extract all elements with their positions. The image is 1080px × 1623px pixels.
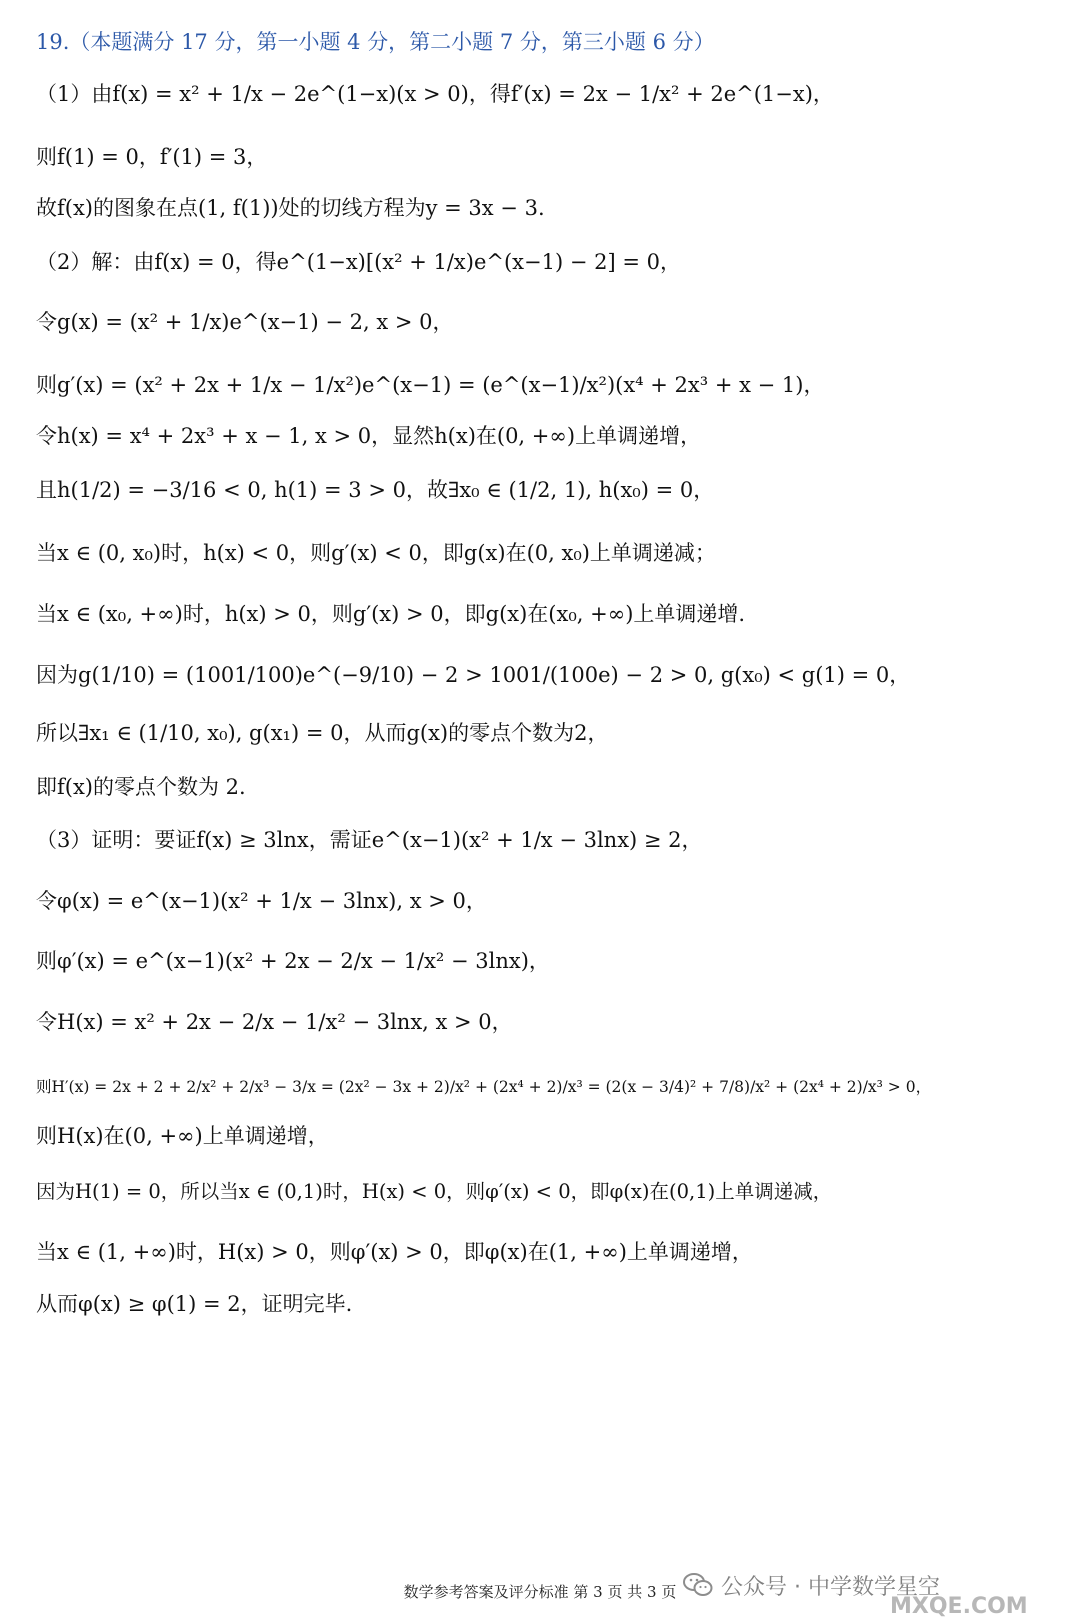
solution-line-7: 令h(x) = x⁴ + 2x³ + x − 1, x > 0，显然h(x)在(0, +∞)上单调递增， [36,424,702,448]
solution-line-14: （3）证明：要证f(x) ≥ 3lnx，需证e^(x−1)(x² + 1/x − 3lnx) ≥ 2， [36,828,703,852]
solution-line-8: 且h(1/2) = −3/16 < 0, h(1) = 3 > 0，故∃x₀ ∈ (1/2, 1), h(x₀) = 0， [36,478,715,502]
solution-line-3: 故f(x)的图象在点(1, f(1))处的切线方程为y = 3x − 3. [36,196,545,220]
watermark-site: MXQE.COM [890,1594,1028,1619]
wechat-icon [683,1572,713,1598]
solution-line-11: 因为g(1/10) = (1001/100)e^(−9/10) − 2 > 1001/(100e) − 2 > 0, g(x₀) < g(1) = 0， [36,663,911,687]
solution-line-1: （1）由f(x) = x² + 1/x − 2e^(1−x)(x > 0)，得f′(x) = 2x − 1/x² + 2e^(1−x)， [36,82,834,106]
solution-line-20: 因为H(1) = 0，所以当x ∈ (0,1)时，H(x) < 0，则φ′(x) < 0，即φ(x)在(0,1)上单调递减， [36,1180,833,1203]
solution-line-17: 令H(x) = x² + 2x − 2/x − 1/x² − 3lnx, x > 0， [36,1010,513,1034]
solution-line-22: 从而φ(x) ≥ φ(1) = 2，证明完毕. [36,1292,353,1316]
solution-line-13: 即f(x)的零点个数为 2. [36,775,246,799]
problem-heading: 19.（本题满分 17 分，第一小题 4 分，第二小题 7 分，第三小题 6 分） [36,30,715,54]
solution-line-15: 令φ(x) = e^(x−1)(x² + 1/x − 3lnx), x > 0， [36,889,487,913]
solution-line-6: 则g′(x) = (x² + 2x + 1/x − 1/x²)e^(x−1) = (e^(x−1)/x²)(x⁴ + 2x³ + x − 1)， [36,373,825,397]
solution-line-4: （2）解：由f(x) = 0，得e^(1−x)[(x² + 1/x)e^(x−1) − 2] = 0， [36,250,681,274]
solution-line-18: 则H′(x) = 2x + 2 + 2/x² + 2/x³ − 3/x = (2x² − 3x + 2)/x² + (2x⁴ + 2)/x³ = (2(x − 3/4)² + 7/8)/x² + (2x⁴ + 2)/x³ > 0， [36,1078,932,1096]
page-footer: 数学参考答案及评分标准 第 3 页 共 3 页 [403,1583,677,1601]
solution-line-9: 当x ∈ (0, x₀)时，h(x) < 0，则g′(x) < 0，即g(x)在(0, x₀)上单调递减； [36,541,716,565]
watermark-text: 公众号 · 中学数学星空 [721,1574,940,1600]
solution-line-16: 则φ′(x) = e^(x−1)(x² + 2x − 2/x − 1/x² − 3lnx)， [36,949,550,973]
solution-line-10: 当x ∈ (x₀, +∞)时，h(x) > 0，则g′(x) > 0，即g(x)在(x₀, +∞)上单调递增. [36,602,746,626]
solution-line-2: 则f(1) = 0，f′(1) = 3， [36,145,268,169]
solution-line-21: 当x ∈ (1, +∞)时，H(x) > 0，则φ′(x) > 0，即φ(x)在(1, +∞)上单调递增， [36,1240,753,1264]
solution-line-5: 令g(x) = (x² + 1/x)e^(x−1) − 2, x > 0， [36,310,454,334]
solution-line-12: 所以∃x₁ ∈ (1/10, x₀), g(x₁) = 0，从而g(x)的零点个数为2， [36,721,609,745]
solution-line-19: 则H(x)在(0, +∞)上单调递增， [36,1124,329,1148]
